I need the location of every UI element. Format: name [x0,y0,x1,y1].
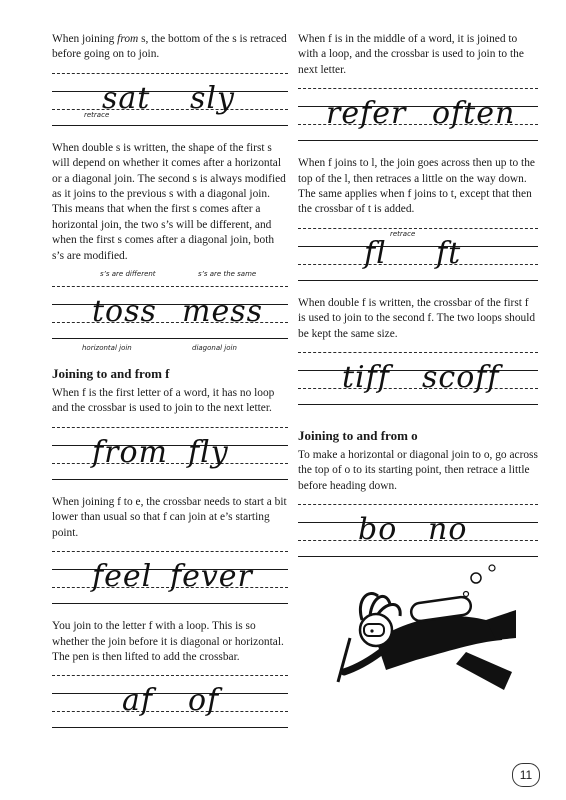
retrace-note: retrace [390,229,416,238]
example-word: sly [190,80,235,116]
paragraph-f-to-e: When joining f to e, the crossbar needs to start a bit lower than usual so that f can join at e’s starting point. [52,495,287,539]
paragraph-f-middle: When f is in the middle of a word, it is joined to with a loop, and the crossbar is used to join to the next letter. [298,33,524,76]
paragraph-double-f: When double f is written, the crossbar of the first f is used to join to the second f. The two loops should be kept the same size. [298,296,536,340]
handwriting-example-sat-sly [52,71,288,127]
example-word: toss [92,294,157,330]
paragraph-double-s: When double s is written, the shape of the first s will depend on whether it comes after a horizontal or a diagonal join. The second s is always modified as it joins to the previous s with a diagonal join. This means that when the first s comes after a horizontal join, the two s’s will be different, and when the first s comes after a diagonal join, both s’s are modified. [52,141,286,262]
example-word: sat [102,80,151,116]
example-word: fly [188,434,229,470]
text: When joining [52,33,118,45]
paragraph-joining-from-s [52,32,288,63]
note-horizontal-join: horizontal join [82,344,132,353]
example-word: fever [170,559,253,595]
example-word: af [122,683,153,719]
example-word: often [432,96,516,132]
right-column [298,32,538,572]
handwriting-example-refer-often [298,86,538,142]
handwriting-example-bo-no [298,502,538,558]
example-word: from [92,434,168,470]
example-word: bo [358,512,398,548]
example-word: tiff [342,360,390,396]
example-word: refer [326,96,407,132]
handwriting-example-fl-ft [298,226,538,282]
handwriting-example-toss-mess [52,270,288,353]
handwriting-example-tiff-scoff [298,350,538,406]
example-word: scoff [422,360,500,396]
retrace-note: retrace [84,110,110,119]
emphasis: from [117,33,139,45]
example-word: mess [182,294,263,330]
paragraph-join-to-o: To make a horizontal or diagonal join to o, go across the top of o to its starting point, then retrace a little before heading down. [298,449,538,492]
example-word: feel [92,559,153,595]
example-word: no [428,512,468,548]
handwriting-example-from-fly [52,425,288,481]
page-number: 11 [512,763,540,787]
note-same: s’s are the same [198,270,257,279]
section-heading-f: Joining to and from f [52,366,170,382]
note-diagonal-join: diagonal join [192,344,237,353]
note-different: s’s are different [100,270,156,279]
handwriting-example-af-of [52,673,288,729]
example-word: of [188,683,220,719]
example-word: fl [364,235,387,271]
paragraph-f-to-l: When f joins to l, the join goes across then up to the top of the l, then retraces a little on the way down. The same applies when f joins to t, except that then the crossbar of t is added. [298,157,535,216]
section-heading-o: Joining to and from o [298,428,418,444]
paragraph-f-first: When f is the first letter of a word, it has no loop and the crossbar is used to join to the next letter. [52,387,275,415]
scuba-diver-icon [316,560,516,700]
handwriting-example-feel-fever [52,549,288,605]
example-word: ft [436,235,462,271]
text: s, the bottom of the s is retraced before going on to join. [52,33,287,61]
left-column [52,32,288,743]
paragraph-join-to-f: You join to the letter f with a loop. This is so whether the join before it is diagonal or horizontal. The pen is then lifted to add the crossbar. [52,620,284,663]
